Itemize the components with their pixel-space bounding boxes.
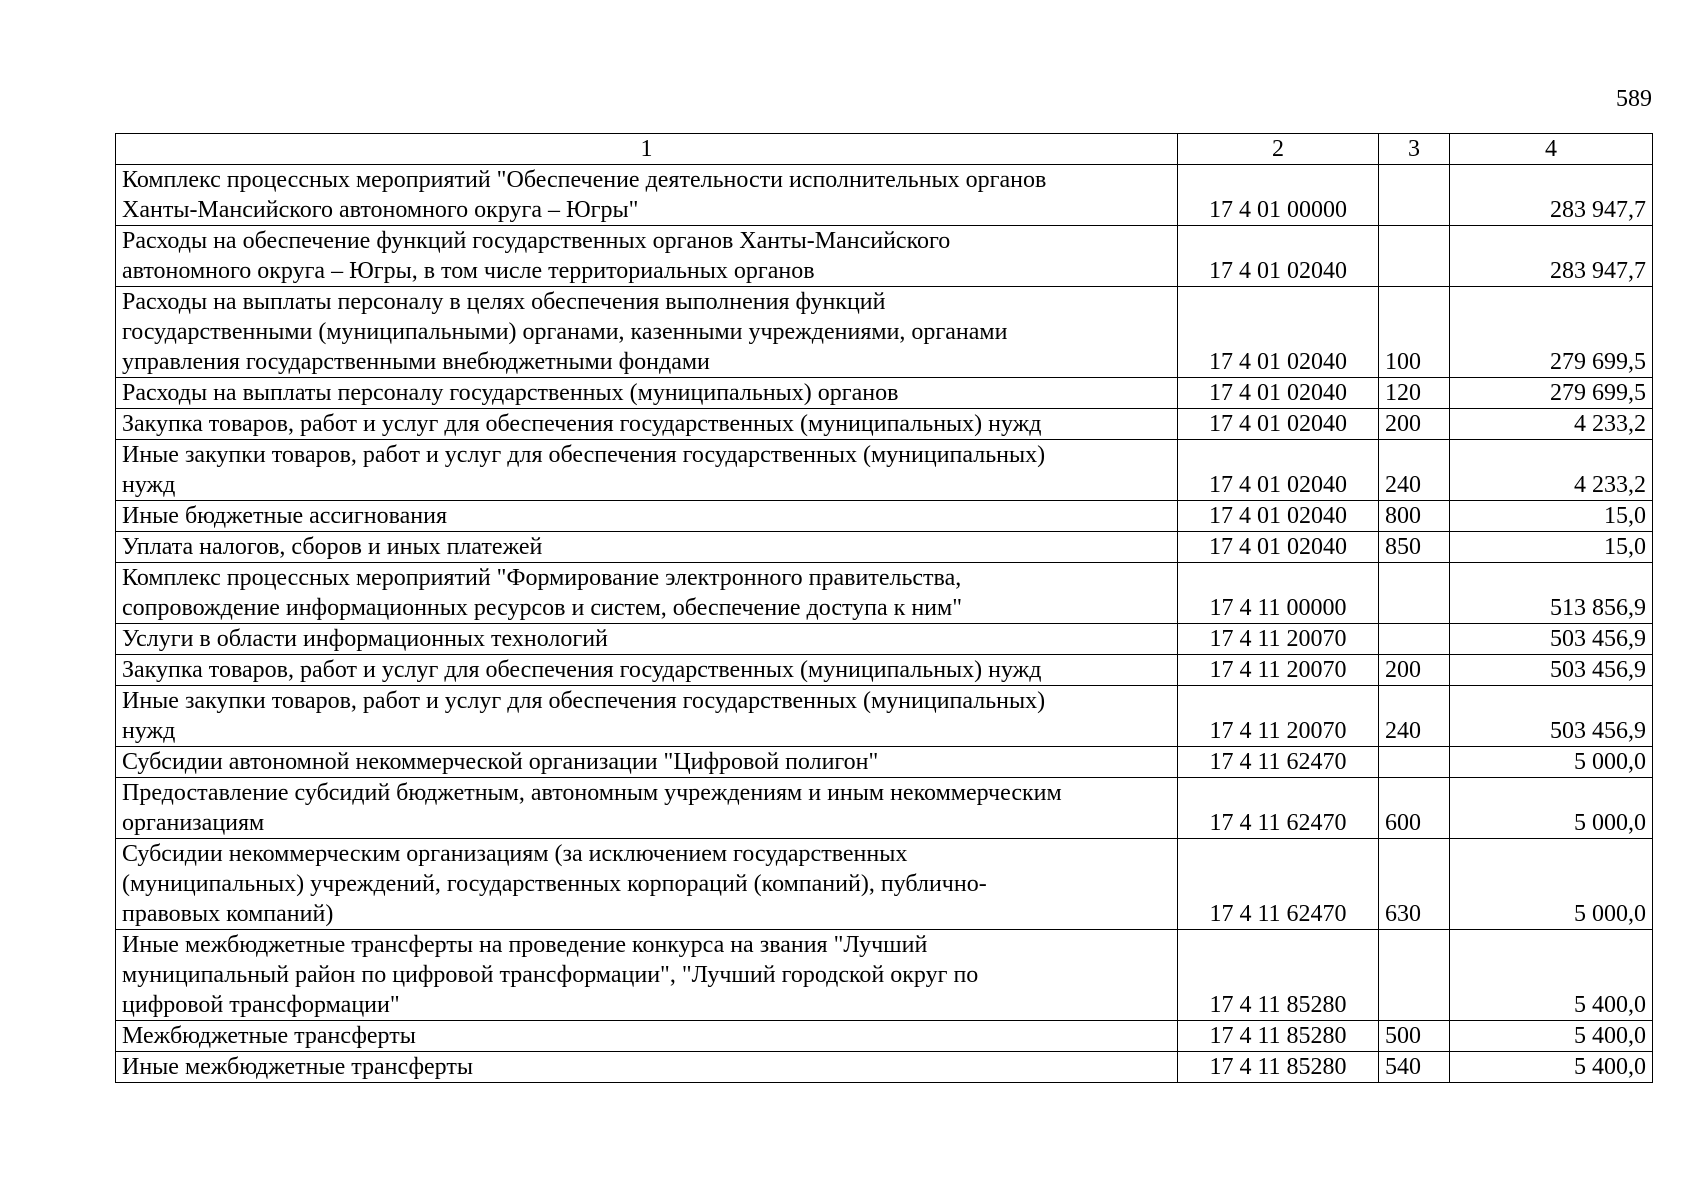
row-code-cell: 17 4 11 85280 bbox=[1178, 930, 1379, 1021]
table-row bbox=[116, 839, 1653, 930]
row-code-cell: 17 4 11 62470 bbox=[1178, 778, 1379, 839]
row-amount-cell: 283 947,7 bbox=[1450, 165, 1653, 226]
row-name-cell: Расходы на выплаты персоналу государственных (муниципальных) органов bbox=[116, 378, 1178, 409]
row-code-cell: 17 4 11 20070 bbox=[1178, 624, 1379, 655]
table-row bbox=[116, 930, 1653, 1021]
row-type-cell bbox=[1379, 563, 1450, 624]
row-name-cell: Иные бюджетные ассигнования bbox=[116, 501, 1178, 532]
row-type-cell bbox=[1379, 624, 1450, 655]
row-code-cell: 17 4 11 20070 bbox=[1178, 655, 1379, 686]
row-type-cell: 800 bbox=[1379, 501, 1450, 532]
row-type-cell: 540 bbox=[1379, 1052, 1450, 1083]
table-row bbox=[116, 287, 1653, 378]
table-row bbox=[116, 747, 1653, 778]
row-amount-cell: 4 233,2 bbox=[1450, 440, 1653, 501]
table-header bbox=[116, 134, 1653, 165]
row-type-cell: 630 bbox=[1379, 839, 1450, 930]
row-name-cell: Субсидии некоммерческим организациям (за исключением государственных (муниципальных) учреждений, государственных корпораций (компаний), публично- правовых компаний) bbox=[116, 839, 1178, 930]
row-amount-cell: 5 400,0 bbox=[1450, 930, 1653, 1021]
row-type-cell bbox=[1379, 747, 1450, 778]
row-name-cell: Иные закупки товаров, работ и услуг для обеспечения государственных (муниципальных) нужд bbox=[116, 440, 1178, 501]
row-type-cell: 600 bbox=[1379, 778, 1450, 839]
row-name-cell: Комплекс процессных мероприятий "Обеспечение деятельности исполнительных органов Ханты-Мансийского автономного округа – Югры" bbox=[116, 165, 1178, 226]
row-type-cell: 240 bbox=[1379, 440, 1450, 501]
table-row bbox=[116, 378, 1653, 409]
row-code-cell: 17 4 01 02040 bbox=[1178, 287, 1379, 378]
row-code-cell: 17 4 11 00000 bbox=[1178, 563, 1379, 624]
row-type-cell bbox=[1379, 165, 1450, 226]
row-amount-cell: 5 000,0 bbox=[1450, 747, 1653, 778]
budget-table bbox=[115, 133, 1653, 1083]
row-amount-cell: 283 947,7 bbox=[1450, 226, 1653, 287]
table-row bbox=[116, 165, 1653, 226]
row-name-cell: Закупка товаров, работ и услуг для обеспечения государственных (муниципальных) нужд bbox=[116, 409, 1178, 440]
row-code-cell: 17 4 01 02040 bbox=[1178, 409, 1379, 440]
row-code-cell: 17 4 11 85280 bbox=[1178, 1021, 1379, 1052]
row-name-cell: Расходы на обеспечение функций государственных органов Ханты-Мансийского автономного округа – Югры, в том числе территориальных органов bbox=[116, 226, 1178, 287]
row-amount-cell: 279 699,5 bbox=[1450, 287, 1653, 378]
table-row bbox=[116, 778, 1653, 839]
row-code-cell: 17 4 11 85280 bbox=[1178, 1052, 1379, 1083]
table-row bbox=[116, 563, 1653, 624]
row-name-cell: Комплекс процессных мероприятий "Формирование электронного правительства, сопровождение информационных ресурсов и систем, обеспечение доступа к ним" bbox=[116, 563, 1178, 624]
row-code-cell: 17 4 01 02040 bbox=[1178, 226, 1379, 287]
row-code-cell: 17 4 01 02040 bbox=[1178, 532, 1379, 563]
row-type-cell bbox=[1379, 930, 1450, 1021]
table-row bbox=[116, 686, 1653, 747]
row-code-cell: 17 4 11 62470 bbox=[1178, 839, 1379, 930]
row-name-cell: Предоставление субсидий бюджетным, автономным учреждениям и иным некоммерческим организациям bbox=[116, 778, 1178, 839]
row-type-cell: 240 bbox=[1379, 686, 1450, 747]
row-name-cell: Закупка товаров, работ и услуг для обеспечения государственных (муниципальных) нужд bbox=[116, 655, 1178, 686]
row-amount-cell: 503 456,9 bbox=[1450, 655, 1653, 686]
header-row bbox=[116, 134, 1653, 165]
row-amount-cell: 5 400,0 bbox=[1450, 1021, 1653, 1052]
row-name-cell: Уплата налогов, сборов и иных платежей bbox=[116, 532, 1178, 563]
row-code-cell: 17 4 11 62470 bbox=[1178, 747, 1379, 778]
row-type-cell: 120 bbox=[1379, 378, 1450, 409]
row-amount-cell: 4 233,2 bbox=[1450, 409, 1653, 440]
row-amount-cell: 15,0 bbox=[1450, 532, 1653, 563]
table-body bbox=[116, 165, 1653, 1083]
row-name-cell: Иные закупки товаров, работ и услуг для обеспечения государственных (муниципальных) нужд bbox=[116, 686, 1178, 747]
row-code-cell: 17 4 01 00000 bbox=[1178, 165, 1379, 226]
column-header-4: 4 bbox=[1450, 134, 1653, 165]
table-row bbox=[116, 1021, 1653, 1052]
row-name-cell: Расходы на выплаты персоналу в целях обеспечения выполнения функций государственными (муниципальными) органами, казенными учреждениями, органами управления государственными внебюджетными фондами bbox=[116, 287, 1178, 378]
column-header-3: 3 bbox=[1379, 134, 1450, 165]
row-type-cell bbox=[1379, 226, 1450, 287]
table-row bbox=[116, 532, 1653, 563]
row-type-cell: 200 bbox=[1379, 655, 1450, 686]
table-row bbox=[116, 501, 1653, 532]
row-code-cell: 17 4 01 02040 bbox=[1178, 378, 1379, 409]
row-name-cell: Иные межбюджетные трансферты bbox=[116, 1052, 1178, 1083]
page-number: 589 bbox=[1616, 86, 1652, 112]
column-header-1: 1 bbox=[116, 134, 1178, 165]
row-name-cell: Иные межбюджетные трансферты на проведение конкурса на звания "Лучший муниципальный район по цифровой трансформации", "Лучший городской округ по цифровой трансформации" bbox=[116, 930, 1178, 1021]
row-type-cell: 850 bbox=[1379, 532, 1450, 563]
table-row bbox=[116, 226, 1653, 287]
row-amount-cell: 5 000,0 bbox=[1450, 839, 1653, 930]
row-name-cell: Субсидии автономной некоммерческой организации "Цифровой полигон" bbox=[116, 747, 1178, 778]
column-header-2: 2 bbox=[1178, 134, 1379, 165]
table-row bbox=[116, 624, 1653, 655]
row-code-cell: 17 4 01 02040 bbox=[1178, 501, 1379, 532]
table-row bbox=[116, 440, 1653, 501]
row-type-cell: 100 bbox=[1379, 287, 1450, 378]
row-type-cell: 200 bbox=[1379, 409, 1450, 440]
row-name-cell: Услуги в области информационных технологий bbox=[116, 624, 1178, 655]
table-row bbox=[116, 655, 1653, 686]
row-code-cell: 17 4 01 02040 bbox=[1178, 440, 1379, 501]
row-amount-cell: 503 456,9 bbox=[1450, 624, 1653, 655]
table-row bbox=[116, 409, 1653, 440]
row-amount-cell: 513 856,9 bbox=[1450, 563, 1653, 624]
row-amount-cell: 279 699,5 bbox=[1450, 378, 1653, 409]
row-name-cell: Межбюджетные трансферты bbox=[116, 1021, 1178, 1052]
row-amount-cell: 15,0 bbox=[1450, 501, 1653, 532]
row-amount-cell: 503 456,9 bbox=[1450, 686, 1653, 747]
row-type-cell: 500 bbox=[1379, 1021, 1450, 1052]
table-row bbox=[116, 1052, 1653, 1083]
row-code-cell: 17 4 11 20070 bbox=[1178, 686, 1379, 747]
row-amount-cell: 5 400,0 bbox=[1450, 1052, 1653, 1083]
row-amount-cell: 5 000,0 bbox=[1450, 778, 1653, 839]
